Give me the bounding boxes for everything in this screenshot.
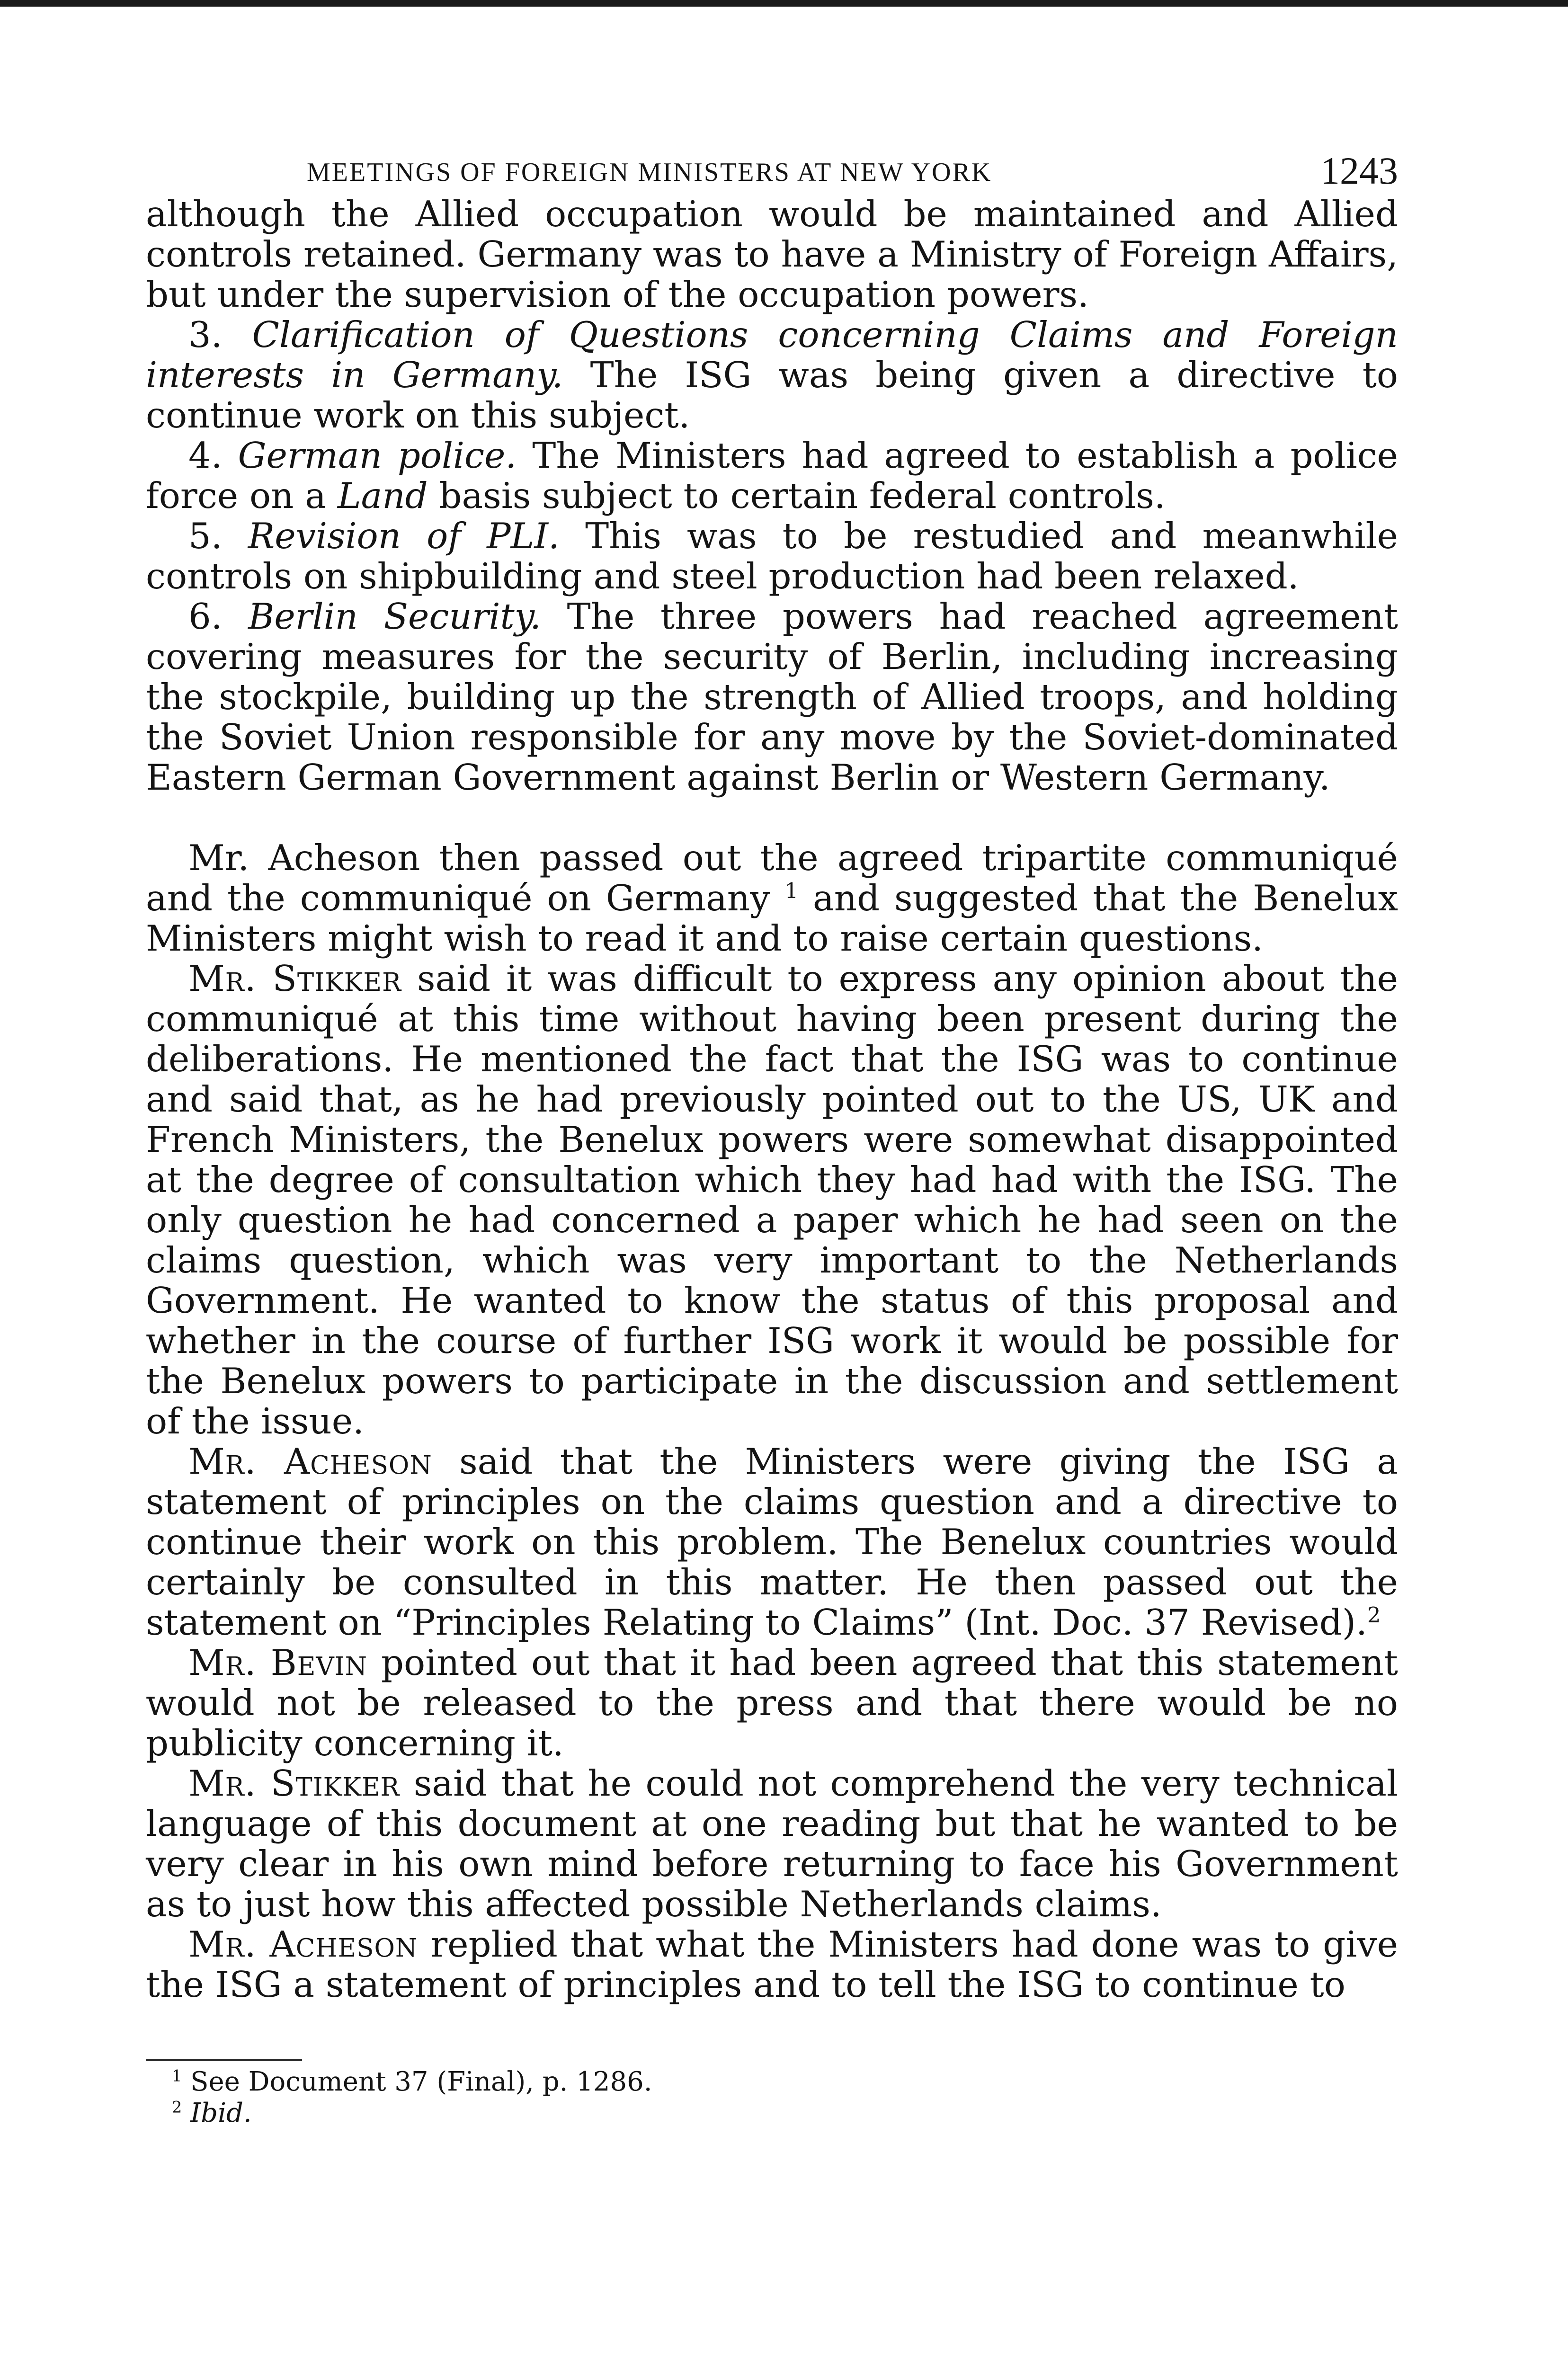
paragraph-bevin: Mr. Bevin pointed out that it had been agreed that this statement would not be released to the press and that there would be no publicity concerning it. xyxy=(146,1642,1398,1764)
item-6-title: Berlin Security. xyxy=(248,596,541,637)
speaker-name: Mr. Stikker xyxy=(188,1762,400,1804)
list-item-4: 4. German police. The Ministers had agreed to establish a police force on a Land basis subject to certain federal controls. xyxy=(146,435,1399,516)
page-number: 1243 xyxy=(1320,149,1398,192)
item-3-title: Clarification of Questions concerning Claims and Foreign interests in Germany. xyxy=(146,314,1398,396)
paragraph-continuation: although the Allied occupation would be maintained and Allied controls retained. Germany was to have a Ministry of Foreign Affairs, but under the supervision of the occupation powers. xyxy=(146,193,1398,315)
footnote-1: $^1$ See Document 37 (Final), p. 1286. xyxy=(172,2066,652,2097)
document-page xyxy=(146,142,1398,2129)
footnote-2: $^2$ Ibid. xyxy=(172,2098,252,2128)
paragraph-stikker-1: Mr. Stikker said it was difficult to express any opinion about the communiqué at this time without having been present during the deliberations. He mentioned the fact that the ISG was to continue and said that, as he had previously pointed out to the US, UK and French Ministers, the Benelux powers were somewhat disappointed at the degree of consultation which they had had with the ISG. The only question he had concerned a paper which he had seen on the claims question, which was very important to the Netherlands Government. He wanted to know the status of this proposal and whether in the course of further ISG work it would be possible for the Benelux powers to participate in the discussion and settlement of the issue. xyxy=(146,958,1398,1442)
item-5-title: Revision of PLI. xyxy=(248,515,560,557)
running-title: MEETINGS OF FOREIGN MINISTERS AT NEW YORK xyxy=(307,158,992,187)
item-4-title: German police. xyxy=(238,435,517,476)
paragraph-acheson-reply: Mr. Acheson replied that what the Ministers had done was to give the ISG a statement of principles and to tell the ISG to continue to xyxy=(146,1923,1399,2005)
running-header xyxy=(146,142,1398,194)
list-item-3: 3. Clarification of Questions concerning Claims and Foreign interests in Germany. The ISG was being given a directive to continue work on this subject. xyxy=(146,314,1398,436)
top-border-rule xyxy=(0,0,1568,7)
paragraph-acheson-claims: Mr. Acheson said that the Ministers were giving the ISG a statement of principles on the claims question and a directive to continue their work on this problem. The Benelux countries would certainly be consulted in this matter. He then passed out the statement on “Principles Relating to Claims” (Int. Doc. 37 Revised).$^2$ xyxy=(146,1441,1398,1643)
footnote-ref-2: 2 xyxy=(1367,1602,1381,1628)
speaker-name: Mr. Bevin xyxy=(188,1642,367,1683)
list-item-5: 5. Revision of PLI. This was to be restudied and meanwhile controls on shipbuilding and steel production had been relaxed. xyxy=(146,515,1398,597)
footnote-ref-1: 1 xyxy=(784,878,799,903)
paragraph-stikker-2: Mr. Stikker said that he could not comprehend the very technical language of this document at one reading but that he wanted to be very clear in his own mind before returning to face his Government as to just how this affected possible Netherlands claims. xyxy=(146,1762,1398,1925)
footnote-divider xyxy=(146,2059,302,2061)
speaker-name: Mr. Acheson xyxy=(188,1923,418,1965)
speaker-name: Mr. Acheson xyxy=(188,1441,432,1482)
list-item-6: 6. Berlin Security. The three powers had reached agreement covering measures for the security of Berlin, including increasing the stockpile, building up the strength of Allied troops, and holding the Soviet Union responsible for any move by the Soviet-dominated Eastern German Government against Berlin or Western Germany. xyxy=(146,596,1398,798)
speaker-name: Mr. Stikker xyxy=(188,958,401,999)
paragraph-acheson-communique: Mr. Acheson then passed out the agreed tripartite communiqué and the communiqué on Germany $^1$ and suggested that the Benelux Ministers might wish to read it and to raise certain questions. xyxy=(146,837,1399,959)
